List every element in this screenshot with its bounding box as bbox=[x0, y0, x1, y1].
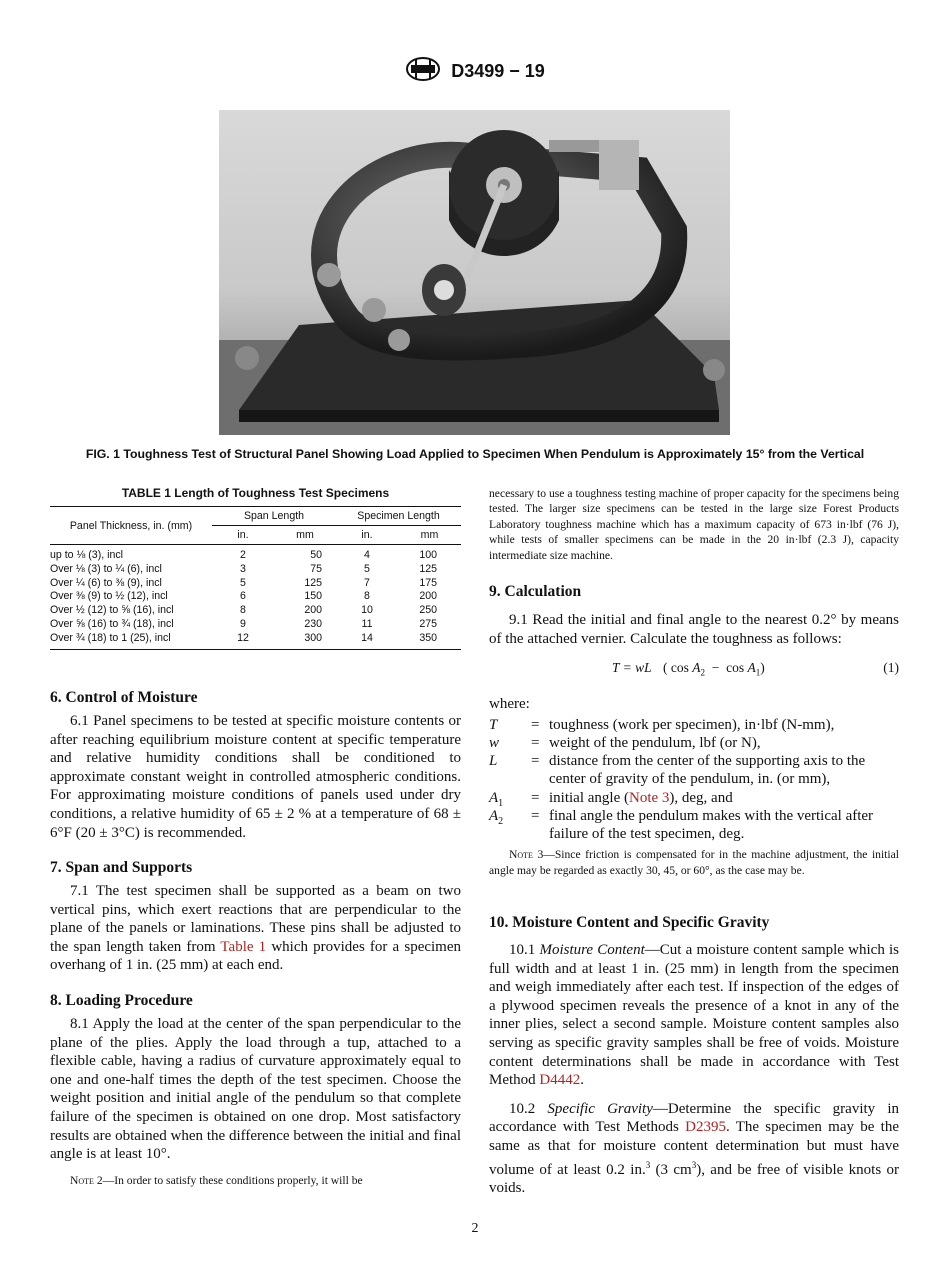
text-run: 7.1 The test specimen shall be supported as a beam on two vertical pins, which exert reactions that are perpendicular to the plane of the panels or laminations. These pins shall be adjusted to the span length taken from bbox=[50, 883, 461, 955]
standard-designation: D3499 − 19 bbox=[451, 61, 545, 81]
term: Specific Gravity bbox=[547, 1100, 653, 1117]
section-heading: 10. Moisture Content and Specific Gravity bbox=[489, 914, 770, 931]
cell-value: 9 bbox=[240, 617, 246, 630]
table-header-row bbox=[50, 507, 461, 526]
unit-in: in. bbox=[336, 526, 398, 545]
symbol-letter: w bbox=[489, 734, 500, 751]
text-run: 10.1 bbox=[509, 942, 540, 958]
cell-thickness: Over ½ (12) to ⅝ (16), incl bbox=[50, 604, 174, 617]
unit-mm: mm bbox=[274, 526, 336, 545]
paragraph-9-1: 9.1 Read the initial and final angle to the nearest 0.2° by means of the attached vernier. Calculate the toughness as follows: bbox=[489, 612, 899, 647]
section-9 bbox=[489, 583, 899, 878]
text-run: 3—Since friction is compensated for in the machine adjustment, the initial angle may be regarded as exactly 30, 45, or 60°, as the case may be. bbox=[489, 848, 899, 877]
definition-text: toughness (work per specimen), in·lbf (N-mm), bbox=[549, 716, 835, 733]
subscript: 1 bbox=[755, 667, 761, 678]
section-heading: 7. Span and Supports bbox=[50, 859, 193, 876]
equals-sign: = bbox=[531, 734, 540, 751]
symbol-letter: L bbox=[489, 753, 498, 770]
cell-value: 100 bbox=[419, 549, 437, 561]
paragraph-10-2 bbox=[489, 1100, 899, 1198]
subscript: 2 bbox=[700, 667, 705, 678]
superscript: 3 bbox=[645, 1159, 651, 1170]
text-run: —Determine the specific gravity in accordance with Test Methods bbox=[489, 1100, 899, 1136]
text-run: . The specimen may be the same as that for moisture content determination but must have volume of at least 0.2 in. bbox=[489, 1119, 899, 1178]
text-run: 2—In order to satisfy these conditions properly, it will be bbox=[93, 1173, 363, 1187]
cell-value: 50 bbox=[310, 549, 322, 561]
table-row bbox=[50, 563, 461, 577]
table-row bbox=[50, 590, 461, 604]
cell-value: 5 bbox=[364, 562, 370, 575]
text-run: 10.2 bbox=[509, 1100, 548, 1117]
paragraph-7-1 bbox=[50, 882, 461, 975]
unit-mm: mm bbox=[398, 526, 461, 545]
symbol-letter: A bbox=[489, 807, 499, 824]
section-7 bbox=[50, 859, 461, 975]
definition-row bbox=[489, 752, 899, 788]
symbol-subscript: 2 bbox=[498, 815, 504, 827]
section-heading: 9. Calculation bbox=[489, 583, 582, 600]
cell-value: 7 bbox=[364, 576, 370, 589]
text-run: (3 cm bbox=[650, 1161, 692, 1178]
text-run: —Cut a moisture content sample which is full width and at least 1 in. (25 mm) in length from the specimen and weigh immediately after each test. If inspection of the edges of a plywood specimen reveals the presence of a knot in any of the inner plies, select a second sample. Moisture content samples also serving as specific gravity samples shall be free of voids. Moisture content determinations shall be made in accordance with Test Method bbox=[489, 942, 900, 1089]
cell-value: 5 bbox=[240, 576, 246, 589]
cell-value: 175 bbox=[419, 576, 437, 589]
paragraph-6-1: 6.1 Panel specimens to be tested at specific moisture contents or after reaching equilibrium moisture content at specific temperature and relative humidity conditions shall be conditioned to approximate constant weight in controlled atmospheric conditions. For approximating moisture conditions of panels used under dry conditions, a relative humidity of 65 ± 2 % at a temperature of 68 ± 6°F (20 ± 3°C) is recommended. bbox=[50, 713, 461, 841]
definition-row bbox=[489, 807, 899, 843]
cell-value: 200 bbox=[304, 604, 322, 617]
section-8 bbox=[50, 992, 461, 1188]
table-row bbox=[50, 604, 461, 618]
specimen-length-table bbox=[50, 506, 461, 650]
cell-value: 75 bbox=[310, 562, 322, 575]
equals-sign: = bbox=[531, 716, 540, 733]
page-header bbox=[0, 56, 950, 87]
table-row bbox=[50, 545, 461, 563]
cell-value: 14 bbox=[336, 632, 398, 649]
text-run: which provides for a specimen overhang of 1 in. (25 mm) at each end. bbox=[50, 938, 462, 974]
definition-text bbox=[549, 790, 733, 806]
equals-sign: = bbox=[531, 753, 540, 770]
definition-text: distance from the center of the supporting axis to the center of gravity of the pendulum, in. (or mm), bbox=[549, 753, 866, 788]
section-heading: 8. Loading Procedure bbox=[50, 992, 193, 1009]
definition-row bbox=[489, 789, 899, 807]
cell-value: 8 bbox=[364, 590, 370, 603]
page-number: 2 bbox=[471, 1221, 479, 1236]
equation-1 bbox=[489, 656, 899, 686]
equals-sign: = bbox=[531, 789, 540, 806]
equals-sign: = bbox=[531, 807, 540, 824]
cell-value: 4 bbox=[364, 549, 370, 561]
note-3 bbox=[489, 847, 899, 878]
table-row bbox=[50, 632, 461, 649]
col-specimen-header: Specimen Length bbox=[336, 507, 461, 526]
cell-thickness: up to ⅛ (3), incl bbox=[50, 549, 124, 561]
cell-value: 275 bbox=[419, 617, 437, 630]
section-10 bbox=[489, 914, 899, 1198]
col-thickness-header: Panel Thickness, in. (mm) bbox=[50, 507, 212, 545]
equation-body: ( $\cos A_2 - \cos A_1$) bbox=[663, 660, 765, 678]
cell-value: 250 bbox=[419, 604, 437, 617]
cell-value: 300 bbox=[274, 632, 336, 649]
text-run: ), deg, and bbox=[669, 789, 733, 806]
text-run: ), and be free of visible knots or voids. bbox=[489, 1161, 899, 1197]
where-label: where: bbox=[489, 696, 530, 713]
definition-symbol bbox=[489, 807, 503, 831]
note-label: Note bbox=[70, 1173, 94, 1187]
text-run: initial angle ( bbox=[549, 789, 629, 806]
table-row bbox=[50, 577, 461, 591]
cell-value: 6 bbox=[240, 590, 246, 603]
d4442-link[interactable]: D4442 bbox=[539, 1072, 581, 1089]
cell-value: 125 bbox=[419, 562, 437, 575]
note-2-continued bbox=[489, 486, 899, 563]
section-6 bbox=[50, 689, 461, 842]
cell-thickness: Over ⅜ (9) to ½ (12), incl bbox=[50, 590, 168, 603]
definition-symbol bbox=[489, 716, 497, 734]
cell-thickness: Over ⅛ (3) to ¼ (6), incl bbox=[50, 562, 162, 575]
cell-value: 125 bbox=[304, 576, 322, 589]
section-heading: 6. Control of Moisture bbox=[50, 689, 198, 706]
note-3-link[interactable]: Note 3 bbox=[628, 789, 670, 806]
table-title: TABLE 1 Length of Toughness Test Specimens bbox=[121, 486, 390, 500]
definition-row bbox=[489, 734, 899, 752]
cell-value: 10 bbox=[361, 604, 373, 617]
cell-value: 350 bbox=[398, 632, 461, 649]
cell-value: 200 bbox=[419, 590, 437, 603]
definition-text: weight of the pendulum, lbf (or N), bbox=[549, 734, 761, 751]
angle-symbol: A bbox=[692, 660, 701, 676]
text-run: . bbox=[580, 1072, 585, 1089]
cell-thickness: Over ¾ (18) to 1 (25), incl bbox=[50, 632, 212, 649]
d2395-link[interactable]: D2395 bbox=[685, 1119, 726, 1136]
table-row bbox=[50, 618, 461, 632]
symbol-letter: A bbox=[489, 789, 499, 806]
minus-sign: − bbox=[711, 660, 720, 676]
cell-value: 150 bbox=[304, 590, 322, 603]
col-span-header: Span Length bbox=[212, 507, 336, 526]
superscript: 3 bbox=[691, 1159, 697, 1170]
symbol-letter: T bbox=[489, 716, 498, 733]
cell-thickness: Over ¼ (6) to ⅜ (9), incl bbox=[50, 576, 162, 589]
note-2-text: necessary to use a toughness testing machine of proper capacity for the specimens being tested. The larger size specimens can be tested in the large size Forest Products Laboratory toughness machine which has a maximum capacity of 673 in·lbf (76 J), while tests of smaller specimens can be made in the 20 in·lbf (2.3 J), capacity intermediate size machine. bbox=[489, 487, 899, 562]
angle-symbol: A bbox=[747, 660, 756, 676]
definition-symbol bbox=[489, 734, 499, 752]
equation-number: (1) bbox=[883, 660, 899, 676]
table-body bbox=[50, 545, 461, 650]
table-1-link[interactable]: Table 1 bbox=[220, 938, 267, 955]
paragraph-10-1 bbox=[489, 941, 899, 1090]
cell-value: 8 bbox=[240, 604, 246, 617]
definition-symbol bbox=[489, 752, 497, 770]
cell-thickness: Over ⅝ (16) to ¾ (18), incl bbox=[50, 617, 174, 630]
unit-in: in. bbox=[212, 526, 274, 545]
cell-value: 2 bbox=[240, 549, 246, 561]
note-2 bbox=[50, 1173, 461, 1188]
equation-lhs: T = wL bbox=[612, 660, 652, 676]
symbol-definitions bbox=[489, 716, 899, 843]
cos-fn: cos bbox=[670, 660, 689, 676]
cell-value: 11 bbox=[361, 617, 373, 630]
cos-fn: cos bbox=[726, 660, 745, 676]
cell-value: 3 bbox=[240, 562, 246, 575]
figure-photo bbox=[219, 110, 730, 435]
paragraph-8-1: 8.1 Apply the load at the center of the span perpendicular to the plane of the plies. Apply the load through a tup, attached to a flexible cable, having a radius of curvature approximately equal to one and one-half times the depth of the test specimen. Choose the weight position and initial angle of the pendulum so that complete failure of the specimen is obtained on one drop. Most satisfactory results are obtained when the difference between the initial and final angle is at least 10°. bbox=[50, 1016, 461, 1163]
term: Moisture Content bbox=[539, 942, 645, 958]
cell-value: 12 bbox=[212, 632, 274, 649]
definition-text: final angle the pendulum makes with the vertical after failure of the test specimen, deg. bbox=[549, 807, 874, 842]
definition-row bbox=[489, 716, 899, 734]
symbol-subscript: 1 bbox=[498, 797, 504, 809]
astm-logo-icon bbox=[405, 56, 441, 87]
figure-caption: FIG. 1 Toughness Test of Structural Panel Showing Load Applied to Specimen When Pendulum is Approximately 15° from the Vertical bbox=[85, 447, 865, 461]
cell-value: 230 bbox=[304, 617, 322, 630]
note-label: Note bbox=[509, 848, 533, 862]
